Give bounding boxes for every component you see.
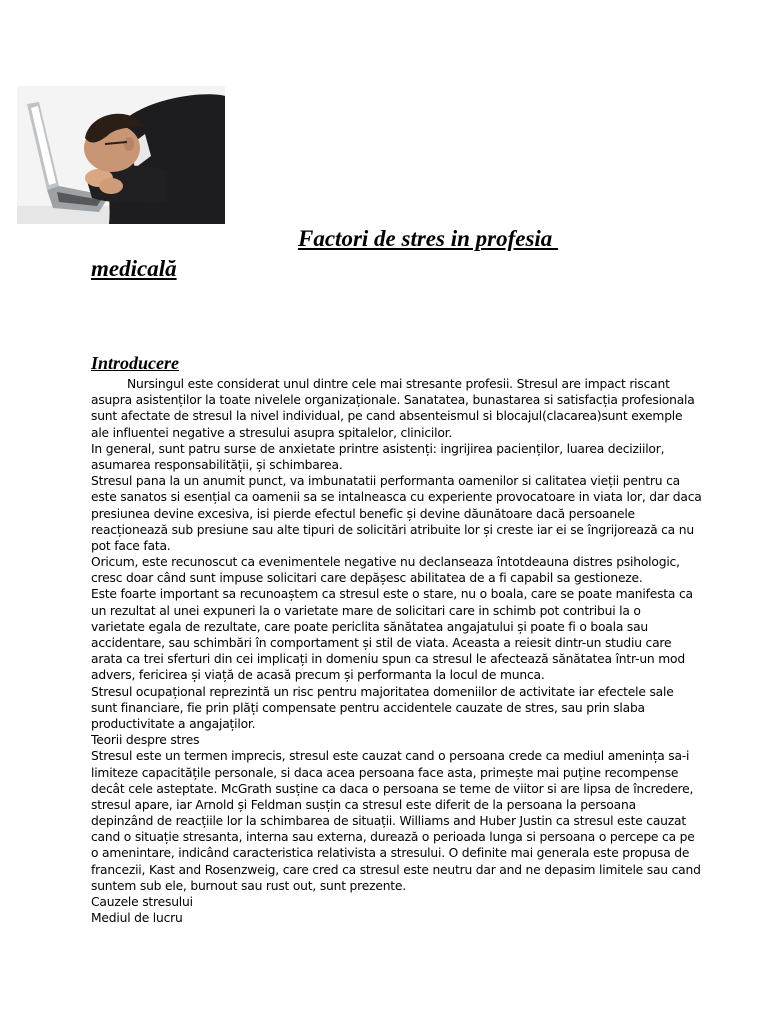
body-line: advers, fericirea și viață de acasă precum și performanta la locul de munca. (91, 668, 545, 683)
body-line: ale influentei negative a stresului asupra spitalelor, clinicilor. (91, 425, 453, 440)
body-line: accidentare, sau schimbări în comportament și stil de viata. Aceasta a reiesit dintr-un studiu care (91, 636, 672, 650)
body-line: Stresul ocupațional reprezintă un risc pentru majoritatea domeniilor de activitate iar efectele sale (91, 684, 674, 699)
body-line: asumarea responsabilității, și schimbarea. (91, 457, 343, 472)
body-line: depinzând de reacțiile lor la schimbarea de situații. Williams and Huber Justin ca stresul este cauzat (91, 814, 686, 829)
body-line: suntem sub ele, burnout sau rust out, sunt prezente. (91, 878, 407, 893)
body-line: francezii, Kast and Rosenzweig, care cred ca stresul este neutru dar and ne depasim limitele sau cand (91, 862, 701, 877)
body-line: limiteze capacitățile personale, si daca acea persoana face asta, primește mai puține recompense (91, 765, 679, 780)
document-title-line-2: medicală (91, 256, 177, 281)
body-line: pot face fata. (91, 538, 171, 553)
stressed-man-illustration (17, 86, 225, 224)
body-line: varietate egala de rezultate, care poate periclita sănătatea angajatului și poate fi o boala sau (91, 619, 649, 634)
body-line: o amenintare, indicând caracteristica relativista a stresului. O definite mai generala este propusa de (91, 846, 690, 861)
body-line: Nursingul este considerat unul dintre cele mai stresante profesii. Stresul are impact riscant (127, 377, 670, 391)
body-line: Stresul este un termen imprecis, stresul este cauzat cand o persoana crede ca mediul amenința sa-i (91, 749, 690, 764)
body-line: asupra asistenților la toate nivelele organizaționale. Sanatatea, bunastarea si satisfacția profesionala (91, 393, 695, 408)
body-line: reacționează sub presiune sau alte tipuri de solicitări atribuite lor și creste iar ei se îngrijorează ca nu (91, 522, 694, 537)
section-heading-introducere: Introducere (91, 353, 180, 373)
document-title-line-1: Factori de stres in profesia (298, 226, 559, 251)
body-line: cand o situație stresanta, interna sau externa, durează o perioada lunga si persoana o percepe ca pe (91, 830, 695, 845)
body-line: un rezultat al unei expuneri la o varietate mare de solicitari care in schimb pot contribui la o (91, 603, 641, 618)
body-line: productivitate a angajaților. (91, 716, 256, 731)
body-line: arata ca trei sferturi din cei implicați in domeniu spun ca stresul le afectează sănătatea într-un mod (91, 652, 685, 667)
subheading-mediul-de-lucru: Mediul de lucru (91, 911, 183, 926)
body-line: sunt financiare, fie prin plăți compensate pentru accidentele cauzate de stres, sau prin slaba (91, 700, 645, 715)
body-line: decât cele asteptate. McGrath susține ca daca o persoana se teme de viitor si are lipsa de încredere, (91, 781, 694, 796)
body-line: In general, sunt patru surse de anxietate printre asistenți: ingrijirea pacienților, luarea deciziilor, (91, 441, 665, 456)
body-line: cresc doar când sunt impuse solicitari care depășesc abilitatea de a fi capabil sa gestioneze. (91, 571, 643, 586)
body-line: Este foarte important sa recunoaștem ca stresul este o stare, nu o boala, care se poate manifesta ca (91, 587, 693, 602)
subheading-cauzele-stresului: Cauzele stresului (91, 895, 193, 909)
body-line: stresul apare, iar Arnold și Feldman susțin ca stresul este diferit de la persoana la persoana (91, 797, 636, 812)
body-line: Stresul pana la un anumit punct, va imbunatatii performanta oamenilor si calitatea vieții pentru ca (91, 474, 680, 489)
document-body (91, 376, 702, 926)
body-line: presiunea devine excesiva, isi pierde efectul benefic și devine dăunătoare dacă persoanele (91, 506, 635, 521)
stressed-man-laptop-photo (17, 86, 225, 224)
body-line: sunt afectate de stresul la nivel individual, pe cand absenteismul si blocajul(clacarea)sunt exemple (91, 409, 683, 424)
body-line: Oricum, este recunoscut ca evenimentele negative nu declanseaza întotdeauna distres psihologic, (91, 555, 680, 570)
subheading-teorii-despre-stres: Teorii despre stres (91, 733, 200, 748)
body-line: este sanatos si esențial ca oamenii sa se intalneasca cu experiente provocatoare in viata lor, dar daca (91, 490, 702, 505)
